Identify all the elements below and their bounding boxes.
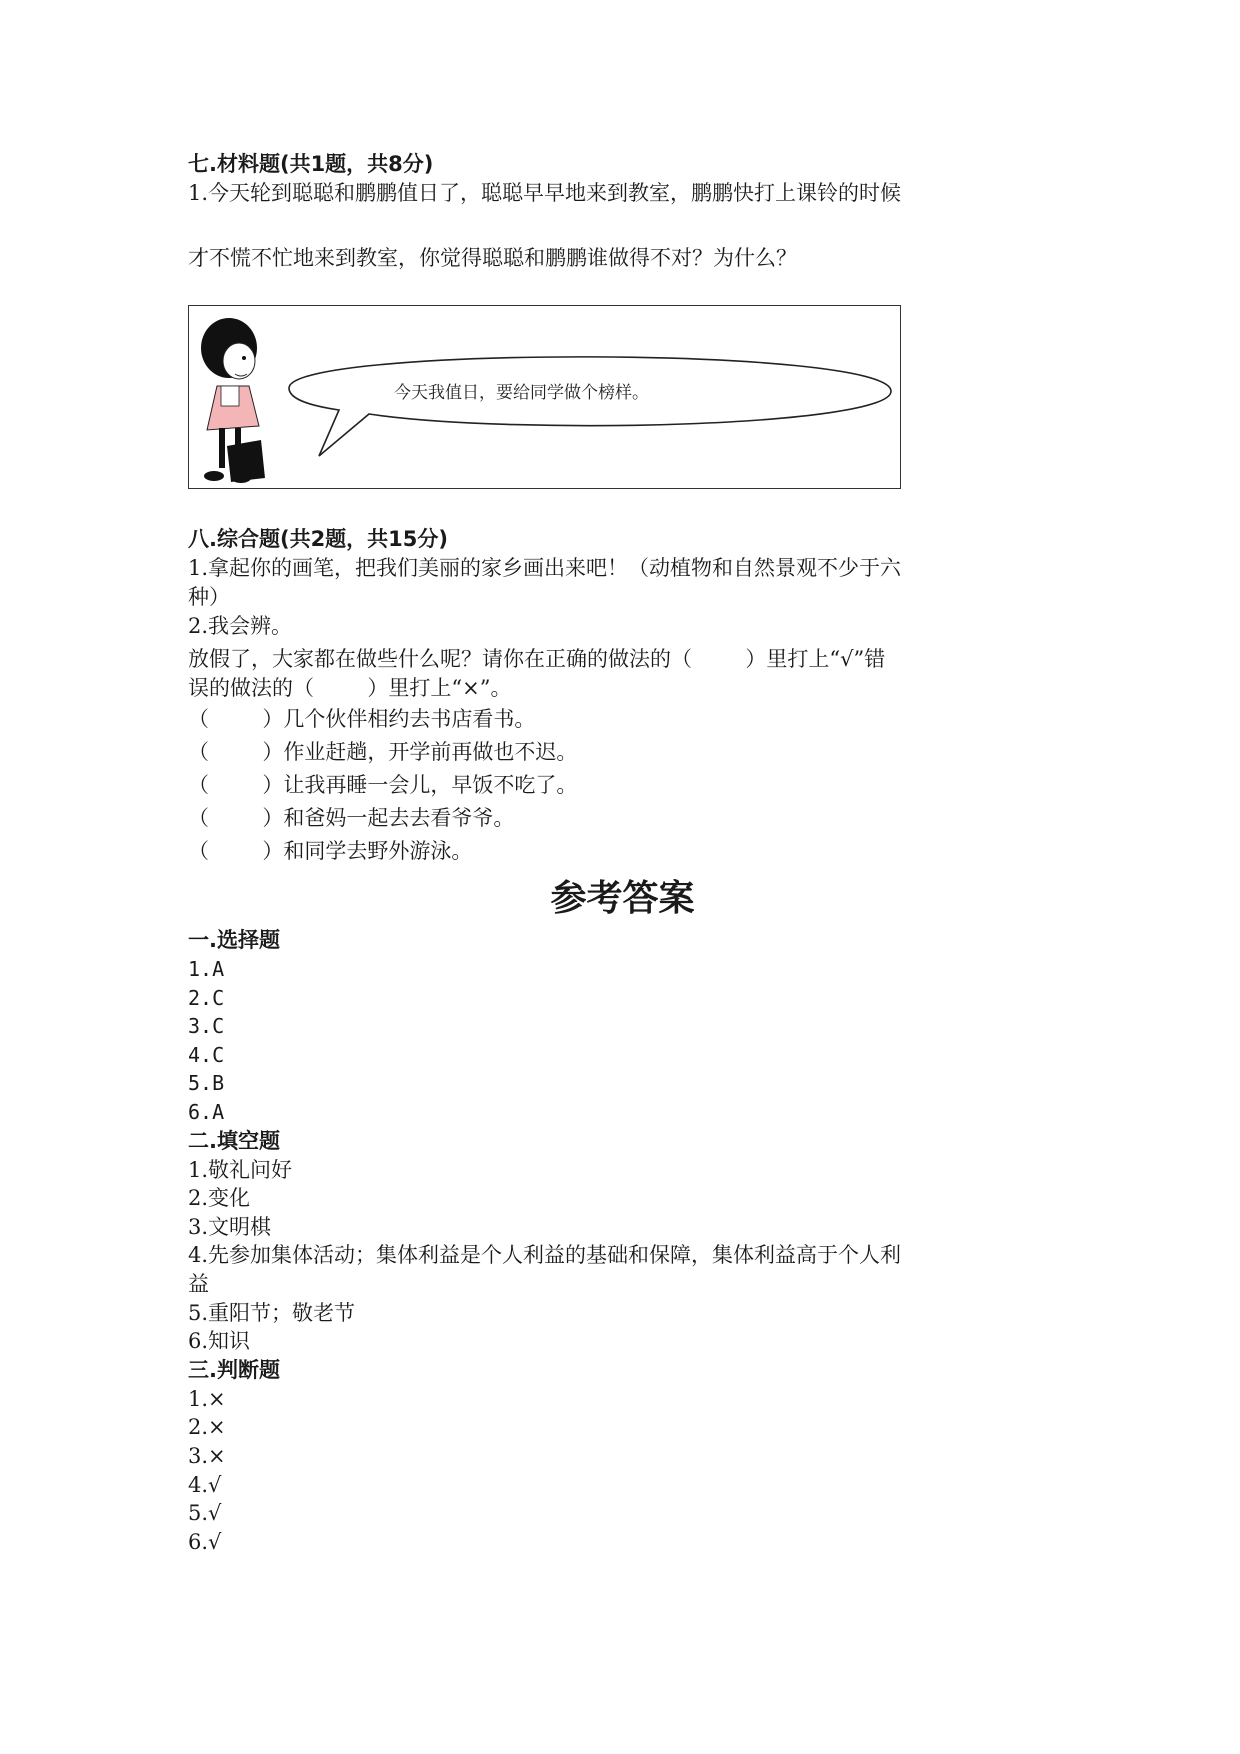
illustration-box	[188, 305, 901, 489]
answer-item: 2.C	[188, 985, 225, 1010]
answer-item: 6.知识	[188, 1329, 251, 1354]
answer-item: 4.先参加集体活动；集体利益是个人利益的基础和保障，集体利益高于个人利	[188, 1243, 902, 1268]
answer-item: 6.√	[188, 1529, 222, 1554]
answer-item: 2.变化	[188, 1186, 251, 1211]
answer-item: 3.文明棋	[188, 1214, 272, 1239]
speech-bubble-text: 今天我值日，要给同学做个榜样。	[394, 383, 649, 403]
section-8-q2-title: 2.我会辨。	[188, 614, 293, 638]
answer-item: 3.×	[188, 1443, 226, 1468]
judgement-item: （ ）作业赶趟，开学前再做也不迟。	[188, 740, 578, 764]
answer-item: 1.敬礼问好	[188, 1157, 293, 1182]
answer-item: 5.√	[188, 1501, 222, 1526]
answer-item: 2.×	[188, 1415, 226, 1440]
judgement-item: （ ）让我再睡一会儿，早饭不吃了。	[188, 773, 578, 797]
answer-item: 益	[188, 1271, 209, 1296]
answers-title: 参考答案	[550, 878, 695, 919]
section-8-q2-intro-line-2: 误的做法的（ ）里打上“×”。	[188, 676, 512, 700]
answer-item: 4.√	[188, 1472, 222, 1497]
answer-item: 1.×	[188, 1386, 226, 1411]
section-8-q1-line-1: 1.拿起你的画笔，把我们美丽的家乡画出来吧！（动植物和自然景观不少于六	[188, 556, 902, 580]
section-8-q1-line-2: 种）	[188, 585, 230, 609]
section-8-q2-intro-line-1: 放假了，大家都在做些什么呢？请你在正确的做法的（ ）里打上“√”错	[188, 647, 886, 671]
answer-item: 6.A	[188, 1099, 225, 1124]
answers-part-1-heading: 一.选择题	[188, 928, 280, 952]
section-8-heading: 八.综合题(共2题，共15分)	[188, 527, 449, 551]
judgement-item: （ ）和同学去野外游泳。	[188, 839, 473, 863]
answer-item: 3.C	[188, 1014, 225, 1039]
answer-item: 1.A	[188, 957, 225, 981]
answers-part-3-heading: 三.判断题	[188, 1357, 280, 1382]
judgement-item: （ ）和爸妈一起去去看爷爷。	[188, 806, 515, 830]
answers-part-2-heading: 二.填空题	[188, 1128, 280, 1153]
judgement-item: （ ）几个伙伴相约去书店看书。	[188, 707, 536, 731]
section-7-heading: 七.材料题(共1题，共8分)	[188, 152, 434, 176]
answer-item: 5.B	[188, 1071, 225, 1096]
section-7-question-line-1: 1.今天轮到聪聪和鹏鹏值日了，聪聪早早地来到教室，鹏鹏快打上课铃的时候	[188, 181, 902, 205]
worksheet-page	[188, 150, 1068, 1556]
section-7-question-line-2: 才不慌不忙地来到教室，你觉得聪聪和鹏鹏谁做得不对？为什么？	[188, 246, 797, 270]
answer-item: 4.C	[188, 1042, 225, 1067]
answer-item: 5.重阳节；敬老节	[188, 1300, 356, 1325]
